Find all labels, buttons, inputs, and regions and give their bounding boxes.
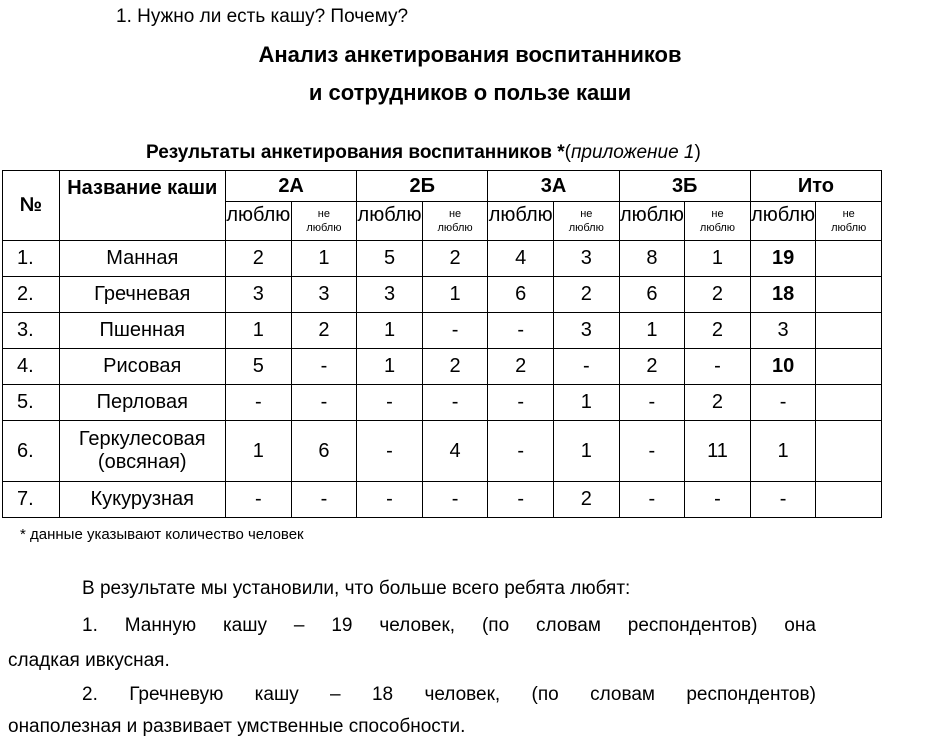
table-cell: - bbox=[619, 385, 685, 421]
header-group-2b: 2Б bbox=[357, 171, 488, 202]
table-cell: 1 bbox=[553, 421, 619, 482]
table-row bbox=[3, 349, 882, 385]
table-cell: 19 bbox=[750, 241, 816, 277]
table-row bbox=[3, 241, 882, 277]
result-word: – bbox=[330, 684, 341, 705]
table-cell: 1 bbox=[619, 313, 685, 349]
table-cell: 6 bbox=[291, 421, 357, 482]
porridge-name bbox=[59, 277, 226, 313]
table-cell: - bbox=[750, 482, 816, 518]
row-number: 2. bbox=[3, 277, 60, 313]
table-cell: 2 bbox=[422, 349, 488, 385]
table-cell: 6 bbox=[488, 277, 554, 313]
table-cell: - bbox=[291, 385, 357, 421]
table-cell: - bbox=[357, 385, 423, 421]
result-word: кашу bbox=[222, 615, 267, 636]
table-cell: 2 bbox=[685, 385, 751, 421]
table-cell bbox=[816, 241, 882, 277]
table-cell: 1 bbox=[422, 277, 488, 313]
result-word: – bbox=[293, 615, 305, 636]
result-word: словам bbox=[536, 615, 601, 636]
table-cell: 4 bbox=[488, 241, 554, 277]
subheader-dislike-line2: люблю bbox=[306, 222, 342, 234]
porridge-name-line2: (овсяная) bbox=[97, 451, 187, 473]
result-word: Гречневую bbox=[129, 684, 224, 705]
table-cell: 4 bbox=[422, 421, 488, 482]
result-word: 18 bbox=[371, 684, 394, 705]
survey-results-table bbox=[2, 170, 882, 518]
table-cell bbox=[816, 349, 882, 385]
subheader-like: люблю bbox=[619, 202, 685, 241]
subheader-dislike bbox=[553, 202, 619, 241]
subheader-like: люблю bbox=[226, 202, 292, 241]
porridge-name bbox=[59, 482, 226, 518]
result-word: 19 bbox=[331, 615, 353, 636]
table-cell: 1 bbox=[357, 349, 423, 385]
subtitle-appendix: приложение 1 bbox=[570, 142, 695, 163]
subtitle-paren-open: ( bbox=[564, 142, 571, 163]
result-word: 2. bbox=[82, 684, 98, 705]
question-text: 1. Нужно ли есть кашу? Почему? bbox=[116, 6, 409, 27]
porridge-name bbox=[59, 349, 226, 385]
result-word: респондентов) bbox=[627, 615, 758, 636]
subheader-dislike-line1: не bbox=[448, 208, 462, 220]
porridge-name bbox=[59, 241, 226, 277]
table-cell: - bbox=[422, 313, 488, 349]
table-cell: - bbox=[488, 313, 554, 349]
subheader-dislike bbox=[422, 202, 488, 241]
row-number: 4. bbox=[3, 349, 60, 385]
table-cell: 10 bbox=[750, 349, 816, 385]
row-number: 1. bbox=[3, 241, 60, 277]
result-word: словам bbox=[590, 684, 655, 705]
result-word: респондентов) bbox=[686, 684, 816, 705]
table-cell: 3 bbox=[553, 241, 619, 277]
porridge-name bbox=[59, 313, 226, 349]
table-cell: - bbox=[291, 482, 357, 518]
table-cell: 1 bbox=[226, 421, 292, 482]
table-cell: 1 bbox=[357, 313, 423, 349]
porridge-name-line: Гречневая bbox=[94, 283, 191, 305]
result-word: человек, bbox=[424, 684, 501, 705]
table-subtitle bbox=[146, 142, 701, 164]
subheader-dislike bbox=[291, 202, 357, 241]
table-cell: 1 bbox=[553, 385, 619, 421]
table-cell: 1 bbox=[291, 241, 357, 277]
porridge-name-line: Манная bbox=[106, 247, 179, 269]
table-cell: - bbox=[553, 349, 619, 385]
table-cell bbox=[816, 385, 882, 421]
table-cell: - bbox=[422, 482, 488, 518]
table-cell: 2 bbox=[553, 277, 619, 313]
table-cell: 11 bbox=[685, 421, 751, 482]
table-cell: 18 bbox=[750, 277, 816, 313]
subheader-dislike-line2: люблю bbox=[831, 222, 867, 234]
subheader-dislike-line1: не bbox=[580, 208, 593, 220]
table-cell: 3 bbox=[226, 277, 292, 313]
header-number: № bbox=[3, 171, 60, 241]
header-group-total: Ито bbox=[750, 171, 881, 202]
subheader-like: люблю bbox=[488, 202, 554, 241]
table-row bbox=[3, 313, 882, 349]
result-word: (по bbox=[531, 684, 559, 705]
result-2-line bbox=[82, 684, 816, 706]
result-word: 1. bbox=[82, 615, 98, 636]
table-cell: - bbox=[357, 421, 423, 482]
table-cell: 5 bbox=[226, 349, 292, 385]
row-number: 5. bbox=[3, 385, 60, 421]
subtitle-paren-close: ) bbox=[694, 142, 701, 163]
table-cell: - bbox=[488, 421, 554, 482]
header-group-2a: 2А bbox=[226, 171, 357, 202]
table-cell: 3 bbox=[357, 277, 423, 313]
table-cell: 3 bbox=[750, 313, 816, 349]
table-row bbox=[3, 277, 882, 313]
result-intro: В результате мы установили, что больше всего ребята любят: bbox=[82, 578, 631, 599]
table-cell: 2 bbox=[422, 241, 488, 277]
row-number: 7. bbox=[3, 482, 60, 518]
table-cell bbox=[816, 277, 882, 313]
subheader-like: люблю bbox=[357, 202, 423, 241]
result-word: (по bbox=[481, 615, 510, 636]
result-word: она bbox=[784, 615, 816, 636]
table-row bbox=[3, 421, 882, 482]
table-cell bbox=[816, 313, 882, 349]
subheader-dislike-line2: люблю bbox=[568, 222, 604, 234]
table-cell: - bbox=[488, 385, 554, 421]
table-cell: - bbox=[619, 421, 685, 482]
result-word: кашу bbox=[254, 684, 299, 705]
table-cell: - bbox=[488, 482, 554, 518]
table-cell: 2 bbox=[553, 482, 619, 518]
row-number: 3. bbox=[3, 313, 60, 349]
table-cell: - bbox=[750, 385, 816, 421]
subheader-dislike bbox=[816, 202, 882, 241]
table-cell: - bbox=[226, 482, 292, 518]
porridge-name-line: Геркулесовая bbox=[78, 428, 206, 450]
table-cell: - bbox=[226, 385, 292, 421]
table-cell: - bbox=[685, 349, 751, 385]
table-row bbox=[3, 482, 882, 518]
row-number: 6. bbox=[3, 421, 60, 482]
heading-line-1: Анализ анкетирования воспитанников bbox=[258, 42, 682, 67]
footnote: * данные указывают количество человек bbox=[20, 526, 304, 543]
table-cell bbox=[816, 482, 882, 518]
subheader-dislike-line1: не bbox=[317, 208, 330, 220]
subheader-dislike bbox=[685, 202, 751, 241]
table-cell: - bbox=[357, 482, 423, 518]
table-cell: - bbox=[619, 482, 685, 518]
table-cell: 1 bbox=[685, 241, 751, 277]
table-cell: - bbox=[422, 385, 488, 421]
header-porridge-name: Название каши bbox=[59, 171, 226, 241]
porridge-name bbox=[59, 385, 226, 421]
header-group-3b: 3Б bbox=[619, 171, 750, 202]
table-cell: 5 bbox=[357, 241, 423, 277]
table-cell: - bbox=[291, 349, 357, 385]
table-row bbox=[3, 385, 882, 421]
porridge-name-line: Перловая bbox=[96, 391, 188, 413]
porridge-name-line: Пшенная bbox=[99, 319, 186, 341]
subheader-dislike-line2: люблю bbox=[437, 222, 473, 234]
header-group-3a: 3А bbox=[488, 171, 619, 202]
table-cell: 2 bbox=[488, 349, 554, 385]
table-cell: - bbox=[685, 482, 751, 518]
table-cell: 3 bbox=[553, 313, 619, 349]
porridge-name bbox=[59, 421, 226, 482]
result-1-continuation: сладкая ивкусная. bbox=[8, 650, 170, 671]
table-cell: 2 bbox=[685, 313, 751, 349]
table-cell: 8 bbox=[619, 241, 685, 277]
subtitle-bold: Результаты анкетирования воспитанников * bbox=[146, 142, 565, 163]
subheader-like: люблю bbox=[750, 202, 816, 241]
table-cell: 2 bbox=[685, 277, 751, 313]
porridge-name-line: Кукурузная bbox=[90, 488, 194, 510]
subheader-dislike-line2: люблю bbox=[699, 222, 736, 234]
result-1-line bbox=[82, 615, 816, 637]
result-2-continuation: онаполезная и развивает умственные способности. bbox=[8, 716, 466, 737]
subheader-dislike-line1: не bbox=[842, 208, 855, 220]
subheader-dislike-line1: не bbox=[711, 208, 724, 220]
table-cell: 3 bbox=[291, 277, 357, 313]
result-word: Манную bbox=[124, 615, 197, 636]
result-word: человек, bbox=[379, 615, 456, 636]
table-cell: 2 bbox=[291, 313, 357, 349]
table-cell: 1 bbox=[226, 313, 292, 349]
table-cell bbox=[816, 421, 882, 482]
table-cell: 6 bbox=[619, 277, 685, 313]
table-cell: 2 bbox=[226, 241, 292, 277]
porridge-name-line: Рисовая bbox=[103, 355, 182, 377]
table-cell: 2 bbox=[619, 349, 685, 385]
table-cell: 1 bbox=[750, 421, 816, 482]
heading-line-2: и сотрудников о пользе каши bbox=[308, 80, 632, 105]
